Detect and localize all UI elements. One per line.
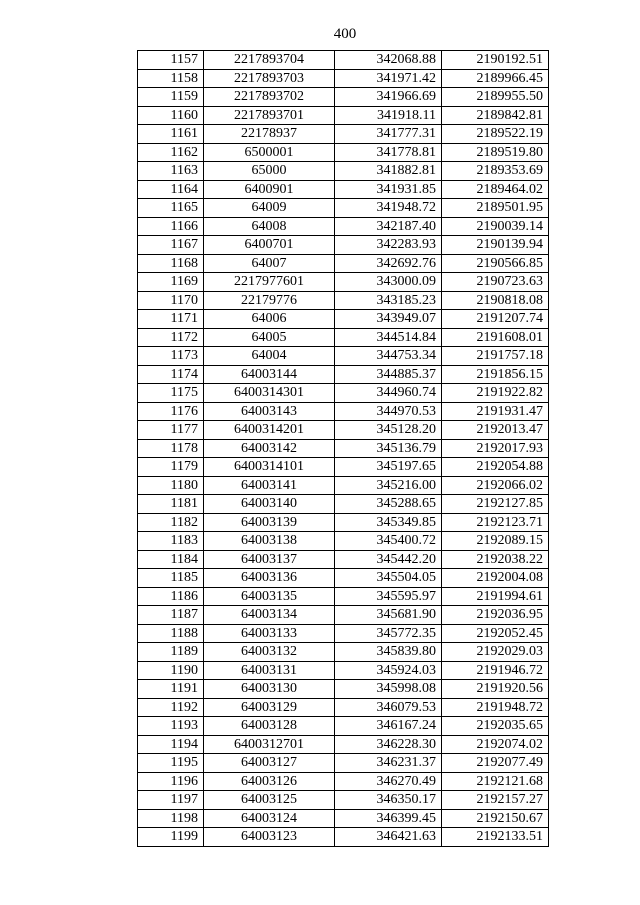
table-row [138,291,549,310]
point-id-cell: 64003131 [204,661,335,680]
x-coordinate-cell: 342692.76 [335,254,442,273]
point-id-cell: 6400901 [204,180,335,199]
y-coordinate-cell: 2189464.02 [442,180,549,199]
table-row [138,569,549,588]
point-id-cell: 2217893702 [204,88,335,107]
y-coordinate-cell: 2190139.94 [442,236,549,255]
row-index-cell: 1184 [138,550,204,569]
x-coordinate-cell: 341778.81 [335,143,442,162]
x-coordinate-cell: 341971.42 [335,69,442,88]
row-index-cell: 1185 [138,569,204,588]
point-id-cell: 6400314101 [204,458,335,477]
y-coordinate-cell: 2189522.19 [442,125,549,144]
row-index-cell: 1165 [138,199,204,218]
table-row [138,402,549,421]
row-index-cell: 1193 [138,717,204,736]
y-coordinate-cell: 2191931.47 [442,402,549,421]
point-id-cell: 64003124 [204,809,335,828]
point-id-cell: 2217977601 [204,273,335,292]
x-coordinate-cell: 344753.34 [335,347,442,366]
y-coordinate-cell: 2192017.93 [442,439,549,458]
row-index-cell: 1166 [138,217,204,236]
row-index-cell: 1196 [138,772,204,791]
point-id-cell: 64007 [204,254,335,273]
table-row [138,606,549,625]
page-number: 400 [333,26,357,42]
table-row [138,513,549,532]
point-id-cell: 64003129 [204,698,335,717]
y-coordinate-cell: 2191922.82 [442,384,549,403]
point-id-cell: 6400701 [204,236,335,255]
point-id-cell: 64003137 [204,550,335,569]
x-coordinate-cell: 345998.08 [335,680,442,699]
row-index-cell: 1169 [138,273,204,292]
x-coordinate-cell: 343185.23 [335,291,442,310]
x-coordinate-cell: 346231.37 [335,754,442,773]
y-coordinate-cell: 2189501.95 [442,199,549,218]
y-coordinate-cell: 2192077.49 [442,754,549,773]
x-coordinate-cell: 346399.45 [335,809,442,828]
y-coordinate-cell: 2189842.81 [442,106,549,125]
row-index-cell: 1187 [138,606,204,625]
y-coordinate-cell: 2190818.08 [442,291,549,310]
x-coordinate-cell: 345216.00 [335,476,442,495]
row-index-cell: 1178 [138,439,204,458]
table-row [138,254,549,273]
point-id-cell: 64003134 [204,606,335,625]
x-coordinate-cell: 341918.11 [335,106,442,125]
y-coordinate-cell: 2190566.85 [442,254,549,273]
x-coordinate-cell: 341882.81 [335,162,442,181]
row-index-cell: 1186 [138,587,204,606]
y-coordinate-cell: 2192054.88 [442,458,549,477]
row-index-cell: 1190 [138,661,204,680]
x-coordinate-cell: 345681.90 [335,606,442,625]
point-id-cell: 6400312701 [204,735,335,754]
y-coordinate-cell: 2191856.15 [442,365,549,384]
point-id-cell: 64003142 [204,439,335,458]
table-row [138,106,549,125]
table-row [138,421,549,440]
y-coordinate-cell: 2190039.14 [442,217,549,236]
y-coordinate-cell: 2192150.67 [442,809,549,828]
row-index-cell: 1163 [138,162,204,181]
row-index-cell: 1175 [138,384,204,403]
table-row [138,125,549,144]
point-id-cell: 6400314201 [204,421,335,440]
x-coordinate-cell: 345442.20 [335,550,442,569]
x-coordinate-cell: 345595.97 [335,587,442,606]
row-index-cell: 1167 [138,236,204,255]
x-coordinate-cell: 341966.69 [335,88,442,107]
point-id-cell: 64003126 [204,772,335,791]
point-id-cell: 64003136 [204,569,335,588]
table-row [138,476,549,495]
row-index-cell: 1197 [138,791,204,810]
x-coordinate-cell: 342283.93 [335,236,442,255]
point-id-cell: 64008 [204,217,335,236]
row-index-cell: 1189 [138,643,204,662]
y-coordinate-cell: 2192035.65 [442,717,549,736]
x-coordinate-cell: 344885.37 [335,365,442,384]
row-index-cell: 1173 [138,347,204,366]
y-coordinate-cell: 2190192.51 [442,51,549,70]
x-coordinate-cell: 345400.72 [335,532,442,551]
x-coordinate-cell: 341777.31 [335,125,442,144]
table-row [138,347,549,366]
table-row [138,717,549,736]
table-row [138,328,549,347]
point-id-cell: 64003138 [204,532,335,551]
y-coordinate-cell: 2192127.85 [442,495,549,514]
x-coordinate-cell: 345128.20 [335,421,442,440]
y-coordinate-cell: 2189966.45 [442,69,549,88]
point-id-cell: 64003125 [204,791,335,810]
x-coordinate-cell: 345924.03 [335,661,442,680]
point-id-cell: 22179776 [204,291,335,310]
point-id-cell: 64004 [204,347,335,366]
y-coordinate-cell: 2192013.47 [442,421,549,440]
row-index-cell: 1168 [138,254,204,273]
x-coordinate-cell: 344514.84 [335,328,442,347]
x-coordinate-cell: 345288.65 [335,495,442,514]
x-coordinate-cell: 343949.07 [335,310,442,329]
y-coordinate-cell: 2189353.69 [442,162,549,181]
table-row [138,88,549,107]
row-index-cell: 1195 [138,754,204,773]
point-id-cell: 22178937 [204,125,335,144]
table-row [138,828,549,847]
row-index-cell: 1179 [138,458,204,477]
point-id-cell: 2217893703 [204,69,335,88]
x-coordinate-cell: 343000.09 [335,273,442,292]
x-coordinate-cell: 342068.88 [335,51,442,70]
point-id-cell: 64003133 [204,624,335,643]
x-coordinate-cell: 345504.05 [335,569,442,588]
point-id-cell: 65000 [204,162,335,181]
row-index-cell: 1157 [138,51,204,70]
point-id-cell: 64006 [204,310,335,329]
row-index-cell: 1164 [138,180,204,199]
y-coordinate-cell: 2191946.72 [442,661,549,680]
table-row [138,495,549,514]
coordinate-table [137,50,549,847]
point-id-cell: 64003144 [204,365,335,384]
y-coordinate-cell: 2192036.95 [442,606,549,625]
row-index-cell: 1174 [138,365,204,384]
x-coordinate-cell: 345349.85 [335,513,442,532]
table-row [138,754,549,773]
point-id-cell: 64003127 [204,754,335,773]
point-id-cell: 64003141 [204,476,335,495]
y-coordinate-cell: 2192052.45 [442,624,549,643]
point-id-cell: 64003139 [204,513,335,532]
table-row [138,439,549,458]
table-row [138,587,549,606]
y-coordinate-cell: 2190723.63 [442,273,549,292]
y-coordinate-cell: 2192121.68 [442,772,549,791]
x-coordinate-cell: 344960.74 [335,384,442,403]
point-id-cell: 64003130 [204,680,335,699]
row-index-cell: 1198 [138,809,204,828]
y-coordinate-cell: 2192038.22 [442,550,549,569]
table-row [138,643,549,662]
x-coordinate-cell: 341931.85 [335,180,442,199]
y-coordinate-cell: 2192074.02 [442,735,549,754]
point-id-cell: 64009 [204,199,335,218]
row-index-cell: 1191 [138,680,204,699]
table-row [138,680,549,699]
table-row [138,532,549,551]
y-coordinate-cell: 2192029.03 [442,643,549,662]
row-index-cell: 1160 [138,106,204,125]
point-id-cell: 64003135 [204,587,335,606]
row-index-cell: 1172 [138,328,204,347]
x-coordinate-cell: 346079.53 [335,698,442,717]
x-coordinate-cell: 344970.53 [335,402,442,421]
y-coordinate-cell: 2191994.61 [442,587,549,606]
x-coordinate-cell: 345839.80 [335,643,442,662]
table-row [138,310,549,329]
y-coordinate-cell: 2192066.02 [442,476,549,495]
table-row [138,791,549,810]
x-coordinate-cell: 345136.79 [335,439,442,458]
x-coordinate-cell: 346270.49 [335,772,442,791]
y-coordinate-cell: 2192089.15 [442,532,549,551]
y-coordinate-cell: 2189519.80 [442,143,549,162]
table-row [138,735,549,754]
table-row [138,180,549,199]
y-coordinate-cell: 2192123.71 [442,513,549,532]
y-coordinate-cell: 2191948.72 [442,698,549,717]
table-row [138,51,549,70]
x-coordinate-cell: 346228.30 [335,735,442,754]
table-row [138,624,549,643]
row-index-cell: 1170 [138,291,204,310]
table-row [138,809,549,828]
x-coordinate-cell: 341948.72 [335,199,442,218]
row-index-cell: 1158 [138,69,204,88]
row-index-cell: 1199 [138,828,204,847]
x-coordinate-cell: 342187.40 [335,217,442,236]
point-id-cell: 2217893704 [204,51,335,70]
y-coordinate-cell: 2192133.51 [442,828,549,847]
row-index-cell: 1181 [138,495,204,514]
row-index-cell: 1180 [138,476,204,495]
point-id-cell: 64003132 [204,643,335,662]
row-index-cell: 1162 [138,143,204,162]
y-coordinate-cell: 2192157.27 [442,791,549,810]
x-coordinate-cell: 346350.17 [335,791,442,810]
table-row [138,772,549,791]
row-index-cell: 1171 [138,310,204,329]
y-coordinate-cell: 2191207.74 [442,310,549,329]
row-index-cell: 1182 [138,513,204,532]
x-coordinate-cell: 345772.35 [335,624,442,643]
table-row [138,698,549,717]
point-id-cell: 64003143 [204,402,335,421]
y-coordinate-cell: 2191608.01 [442,328,549,347]
point-id-cell: 64005 [204,328,335,347]
table-row [138,162,549,181]
table-row [138,199,549,218]
table-row [138,458,549,477]
point-id-cell: 6500001 [204,143,335,162]
point-id-cell: 6400314301 [204,384,335,403]
table-row [138,384,549,403]
row-index-cell: 1194 [138,735,204,754]
x-coordinate-cell: 346167.24 [335,717,442,736]
table-row [138,143,549,162]
y-coordinate-cell: 2191920.56 [442,680,549,699]
y-coordinate-cell: 2189955.50 [442,88,549,107]
row-index-cell: 1183 [138,532,204,551]
table-row [138,365,549,384]
point-id-cell: 64003123 [204,828,335,847]
row-index-cell: 1176 [138,402,204,421]
row-index-cell: 1159 [138,88,204,107]
table-row [138,69,549,88]
x-coordinate-cell: 346421.63 [335,828,442,847]
table-row [138,550,549,569]
row-index-cell: 1161 [138,125,204,144]
table-row [138,273,549,292]
table-row [138,236,549,255]
point-id-cell: 64003140 [204,495,335,514]
y-coordinate-cell: 2191757.18 [442,347,549,366]
point-id-cell: 64003128 [204,717,335,736]
y-coordinate-cell: 2192004.08 [442,569,549,588]
row-index-cell: 1188 [138,624,204,643]
x-coordinate-cell: 345197.65 [335,458,442,477]
row-index-cell: 1177 [138,421,204,440]
table-row [138,661,549,680]
table-body [138,51,549,847]
point-id-cell: 2217893701 [204,106,335,125]
row-index-cell: 1192 [138,698,204,717]
table-row [138,217,549,236]
